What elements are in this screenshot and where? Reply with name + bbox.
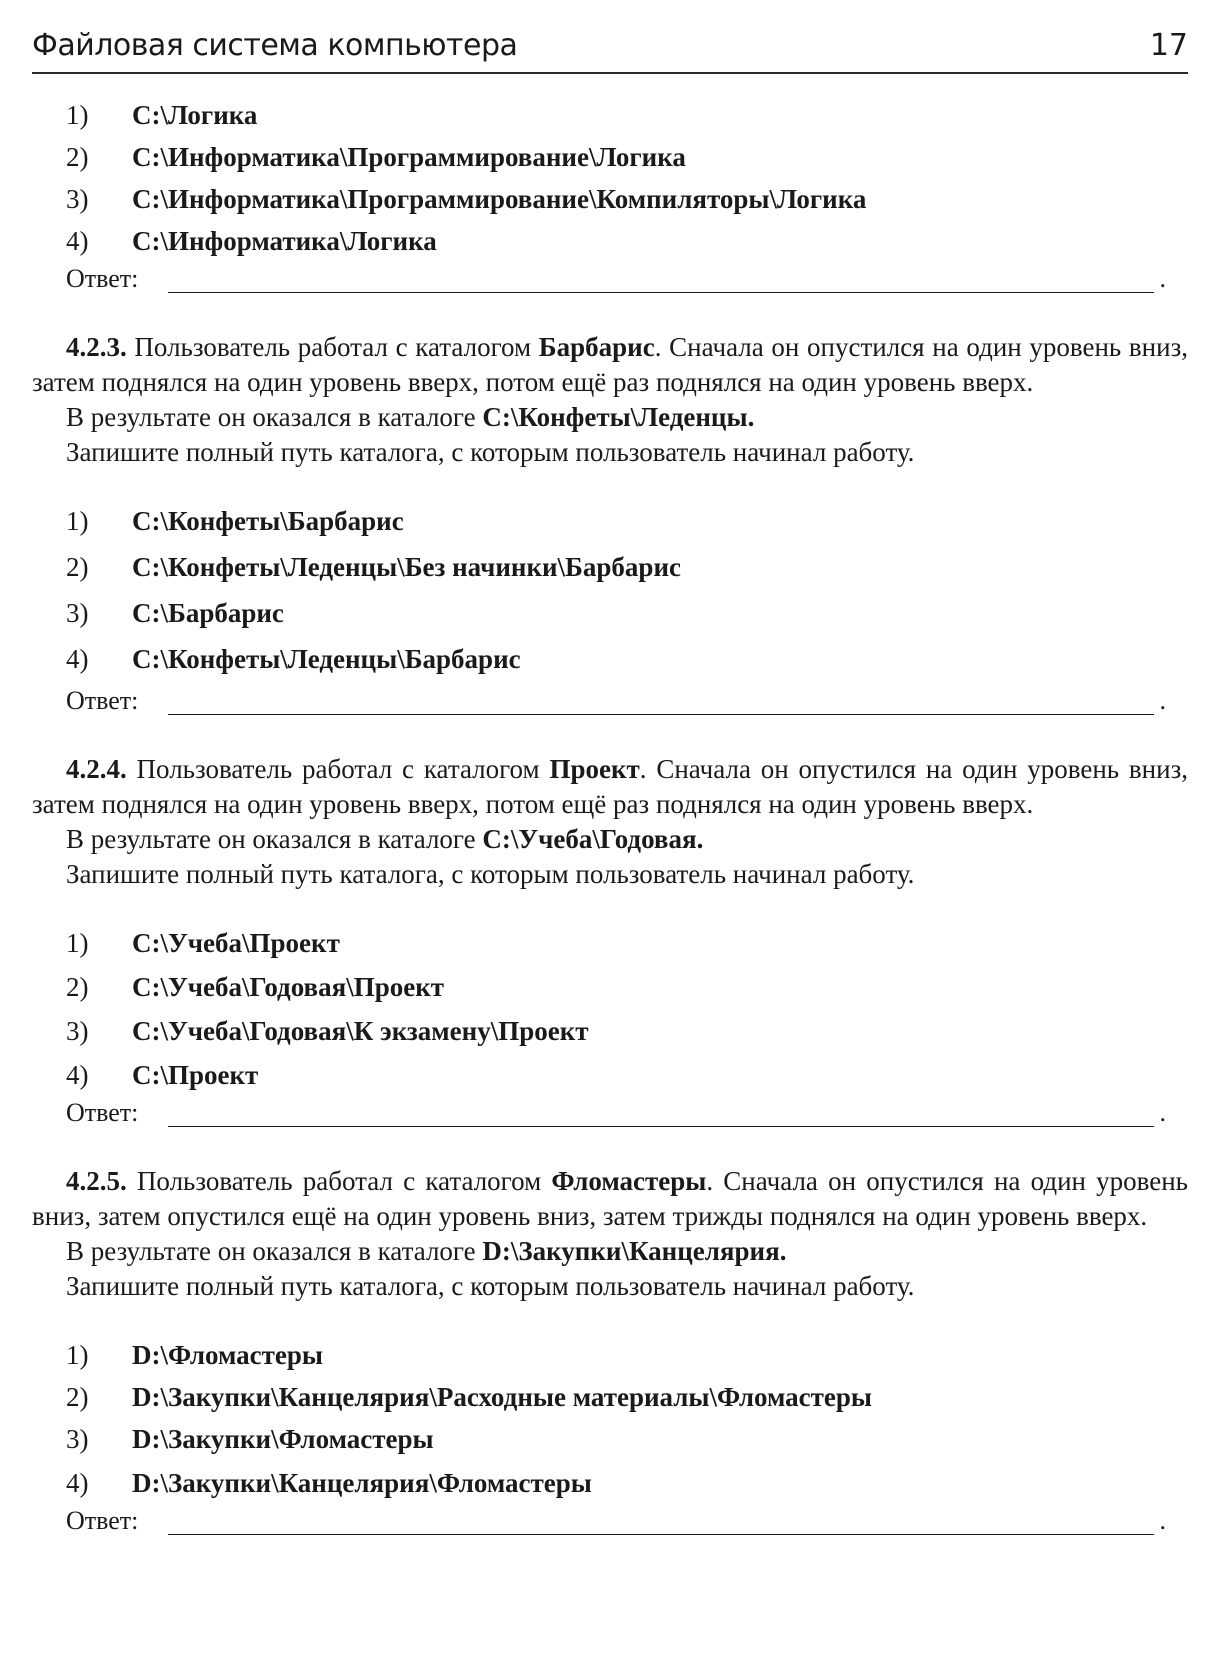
option-item	[66, 598, 284, 629]
answer-period: .	[1159, 1098, 1166, 1127]
answer-field[interactable]	[66, 686, 1166, 718]
option-item	[66, 142, 686, 173]
answer-period: .	[1159, 1506, 1166, 1535]
result-path: C:\Конфеты\Леденцы.	[482, 402, 755, 432]
folder-name: Барбарис	[538, 332, 655, 362]
option-item	[66, 506, 404, 537]
answer-label: Ответ:	[66, 686, 139, 715]
option-number: 2)	[66, 552, 89, 582]
option-number: 4)	[66, 226, 89, 256]
option-path: D:\Закупки\Канцелярия\Расходные материалы\Фломастеры	[132, 1382, 872, 1412]
answer-field[interactable]	[66, 264, 1166, 296]
task-intro: Пользователь работал с каталогом	[126, 754, 550, 784]
option-path: D:\Закупки\Фломастеры	[132, 1424, 434, 1454]
result-path: D:\Закупки\Канцелярия.	[482, 1236, 787, 1266]
answer-period: .	[1159, 264, 1166, 293]
option-path: C:\Информатика\Программирование\Компиляторы\Логика	[132, 184, 867, 214]
option-number: 1)	[66, 506, 89, 536]
option-number: 3)	[66, 598, 89, 628]
option-item	[66, 644, 521, 675]
result-prefix: В результате он оказался в каталоге	[66, 1236, 483, 1266]
option-item	[66, 1016, 589, 1047]
option-number: 2)	[66, 142, 89, 172]
answer-line[interactable]	[168, 714, 1154, 715]
folder-name: Фломастеры	[551, 1166, 707, 1196]
result-path: C:\Учеба\Годовая.	[482, 824, 704, 854]
option-number: 1)	[66, 1340, 89, 1370]
option-path: C:\Логика	[132, 100, 258, 130]
option-number: 3)	[66, 1016, 89, 1046]
task-number: 4.2.3.	[66, 332, 127, 362]
option-number: 3)	[66, 1424, 89, 1454]
task-text: . Сначала он опустился на один уровень вниз, затем поднялся на один уровень вверх, потом ещё раз поднялся на один уровень вверх.	[32, 332, 1188, 397]
option-item	[66, 226, 437, 257]
option-path: C:\Проект	[132, 1060, 259, 1090]
option-path: C:\Конфеты\Барбарис	[132, 506, 404, 536]
task-result	[32, 822, 1188, 857]
option-number: 4)	[66, 1468, 89, 1498]
option-number: 4)	[66, 1060, 89, 1090]
answer-line[interactable]	[168, 292, 1154, 293]
task-question: Запишите полный путь каталога, с которым пользователь начинал работу.	[66, 437, 915, 467]
option-item	[66, 100, 257, 131]
task-text: . Сначала он опустился на один уровень вниз, затем поднялся на один уровень вверх, потом ещё раз поднялся на один уровень вверх.	[32, 754, 1188, 819]
option-path: D:\Закупки\Канцелярия\Фломастеры	[132, 1468, 592, 1498]
option-path: C:\Информатика\Логика	[132, 226, 437, 256]
option-number: 1)	[66, 928, 89, 958]
task-question: Запишите полный путь каталога, с которым пользователь начинал работу.	[66, 859, 915, 889]
option-item	[66, 1424, 434, 1455]
option-path: C:\Учеба\Годовая\К экзамену\Проект	[132, 1016, 589, 1046]
answer-line[interactable]	[168, 1126, 1154, 1127]
option-number: 2)	[66, 972, 89, 1002]
task-statement	[32, 330, 1188, 400]
task-number: 4.2.5.	[66, 1166, 127, 1196]
option-item	[66, 1382, 872, 1413]
option-item	[66, 1340, 323, 1371]
task-result	[32, 400, 1188, 435]
option-path: C:\Конфеты\Леденцы\Барбарис	[132, 644, 521, 674]
page-number: 17	[1149, 28, 1188, 63]
answer-label: Ответ:	[66, 1506, 139, 1535]
task-statement	[32, 752, 1188, 822]
result-prefix: В результате он оказался в каталоге	[66, 402, 483, 432]
option-path: C:\Барбарис	[132, 598, 284, 628]
option-path: C:\Конфеты\Леденцы\Без начинки\Барбарис	[132, 552, 681, 582]
answer-field[interactable]	[66, 1098, 1166, 1130]
option-item	[66, 1060, 258, 1091]
task-question: Запишите полный путь каталога, с которым пользователь начинал работу.	[66, 1271, 915, 1301]
option-number: 3)	[66, 184, 89, 214]
task-4-2-4	[32, 752, 1188, 892]
running-header	[32, 24, 1188, 74]
chapter-title: Файловая система компьютера	[32, 28, 518, 63]
task-intro: Пользователь работал с каталогом	[126, 332, 539, 362]
option-number: 4)	[66, 644, 89, 674]
answer-label: Ответ:	[66, 264, 139, 293]
task-number: 4.2.4.	[66, 754, 127, 784]
task-result	[32, 1234, 1188, 1269]
option-path: C:\Информатика\Программирование\Логика	[132, 142, 686, 172]
answer-label: Ответ:	[66, 1098, 139, 1127]
answer-field[interactable]	[66, 1506, 1166, 1538]
task-statement	[32, 1164, 1188, 1234]
option-item	[66, 552, 681, 583]
option-item	[66, 1468, 592, 1499]
option-path: C:\Учеба\Годовая\Проект	[132, 972, 445, 1002]
task-4-2-5	[32, 1164, 1188, 1304]
answer-line[interactable]	[168, 1534, 1154, 1535]
task-4-2-3	[32, 330, 1188, 470]
answer-period: .	[1159, 686, 1166, 715]
task-text: . Сначала он опустился на один уровень вниз, затем опустился ещё на один уровень вниз, затем трижды поднялся на один уровень вверх.	[32, 1166, 1188, 1231]
option-item	[66, 972, 444, 1003]
result-prefix: В результате он оказался в каталоге	[66, 824, 483, 854]
option-number: 1)	[66, 100, 89, 130]
option-item	[66, 928, 340, 959]
option-path: C:\Учеба\Проект	[132, 928, 340, 958]
option-path: D:\Фломастеры	[132, 1340, 324, 1370]
folder-name: Проект	[549, 754, 640, 784]
option-item	[66, 184, 866, 215]
task-intro: Пользователь работал с каталогом	[126, 1166, 552, 1196]
option-number: 2)	[66, 1382, 89, 1412]
